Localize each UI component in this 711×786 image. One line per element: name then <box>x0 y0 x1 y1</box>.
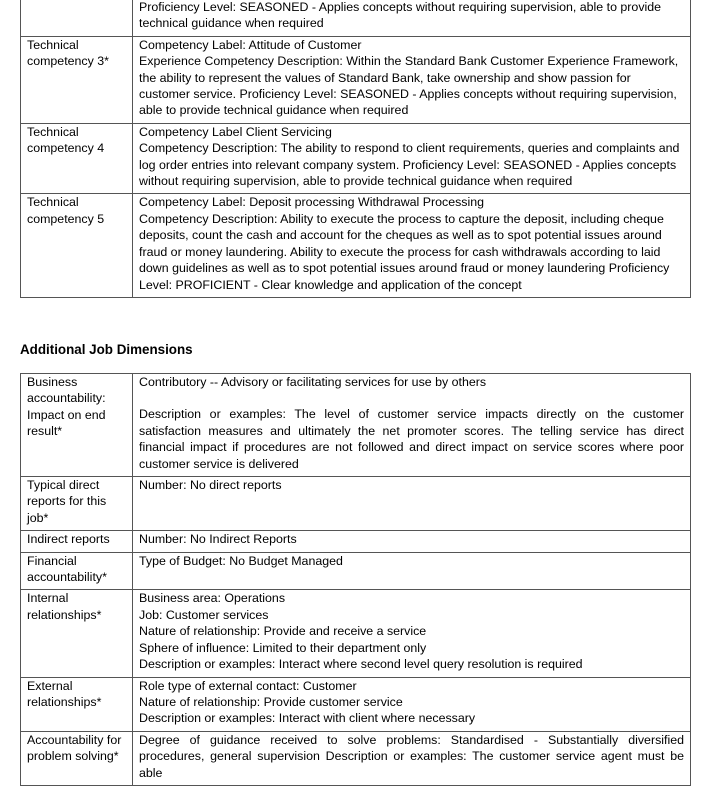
dimension-label: Financial accountability* <box>21 552 133 590</box>
section-heading: Additional Job Dimensions <box>20 342 193 357</box>
dimension-line: Number: No direct reports <box>139 478 282 493</box>
table-row <box>21 0 691 36</box>
competency-line: Competency Label: Attitude of Customer <box>139 37 362 52</box>
table-row <box>21 123 691 194</box>
competency-content <box>133 0 691 36</box>
competency-label: Technical competency 4 <box>21 123 133 194</box>
dimension-label: Business accountability: Impact on end result* <box>21 374 133 477</box>
dimension-line: Description or examples: Interact with client where necessary <box>139 711 476 726</box>
dimension-content <box>133 477 691 531</box>
dimension-label: Internal relationships* <box>21 590 133 677</box>
competency-line: Competency Description: Ability to execute the process to capture the deposit, including cheque deposits, count the cash and account for the cheques as well as to spot potential issues around fraud or money laundering. Ability to execute the process for cash withdrawals according to laid down guidelines as well as to spot potential issues around fraud or money laundering Proficiency Level: PROFICIENT - Clear knowledge and application of the concept <box>139 211 670 292</box>
dimension-content <box>133 731 691 785</box>
dimension-content <box>133 552 691 590</box>
spacer <box>139 390 684 406</box>
table-row <box>21 477 691 531</box>
dimension-line: Nature of relationship: Provide customer service <box>139 694 403 709</box>
dimension-line: Number: No Indirect Reports <box>139 532 297 547</box>
table-row <box>21 531 691 552</box>
competency-line: Proficiency Level: SEASONED - Applies concepts without requiring supervision, able to provide technical guidance when required <box>139 0 662 31</box>
dimension-line: Description or examples: The level of customer service impacts directly on the customer satisfaction measures and ultimately the net promoter scores. The telling service has direct financial impact if procedures are not followed and direct impact on service scores where poor customer service is delivered <box>139 407 684 471</box>
competency-line: Competency Description: The ability to respond to client requirements, queries and complaints and log order entries into relevant company system. Proficiency Level: SEASONED - Applies concepts without requiring supervision, able to provide technical guidance when required <box>139 141 680 189</box>
table-row <box>21 677 691 731</box>
dimension-label: Indirect reports <box>21 531 133 552</box>
table-row <box>21 374 691 477</box>
dimension-line: Description or examples: Interact where second level query resolution is required <box>139 657 583 672</box>
competency-line: Experience Competency Description: Within the Standard Bank Customer Experience Framework, the ability to represent the values of Standard Bank, take ownership and show passion for customer service. Proficiency Level: SEASONED - Applies concepts without requiring supervision, able to provide technical guidance when required <box>139 54 679 118</box>
table-row <box>21 552 691 590</box>
competency-content <box>133 194 691 297</box>
dimension-line: Sphere of influence: Limited to their department only <box>139 640 427 655</box>
dimension-line: Nature of relationship: Provide and receive a service <box>139 624 427 639</box>
competency-line: Competency Label: Deposit processing Withdrawal Processing <box>139 195 485 210</box>
dimension-line: Job: Customer services <box>139 607 269 622</box>
dimension-content <box>133 374 691 477</box>
competency-table <box>20 0 691 298</box>
dimension-label: External relationships* <box>21 677 133 731</box>
competency-label: Technical competency 3* <box>21 36 133 123</box>
dimension-label: Typical direct reports for this job* <box>21 477 133 531</box>
competency-label: Technical competency 5 <box>21 194 133 297</box>
competency-label <box>21 0 133 36</box>
table-row <box>21 36 691 123</box>
table-row <box>21 590 691 677</box>
competency-line: Competency Label Client Servicing <box>139 124 332 139</box>
dimension-line: Role type of external contact: Customer <box>139 678 357 693</box>
dimension-line: Business area: Operations <box>139 591 286 606</box>
table-row <box>21 731 691 785</box>
dimension-line: Degree of guidance received to solve problems: Standardised - Substantially diversified procedures, general supervision Description or examples: The customer service agent must be able <box>139 732 684 780</box>
competency-content <box>133 36 691 123</box>
dimension-content <box>133 677 691 731</box>
job-dimensions-table <box>20 373 691 786</box>
dimension-line: Contributory -- Advisory or facilitating services for use by others <box>139 375 487 389</box>
dimension-content <box>133 590 691 677</box>
dimension-label: Accountability for problem solving* <box>21 731 133 785</box>
table-row <box>21 194 691 297</box>
dimension-content <box>133 531 691 552</box>
dimension-line: Type of Budget: No Budget Managed <box>139 553 343 568</box>
competency-content <box>133 123 691 194</box>
